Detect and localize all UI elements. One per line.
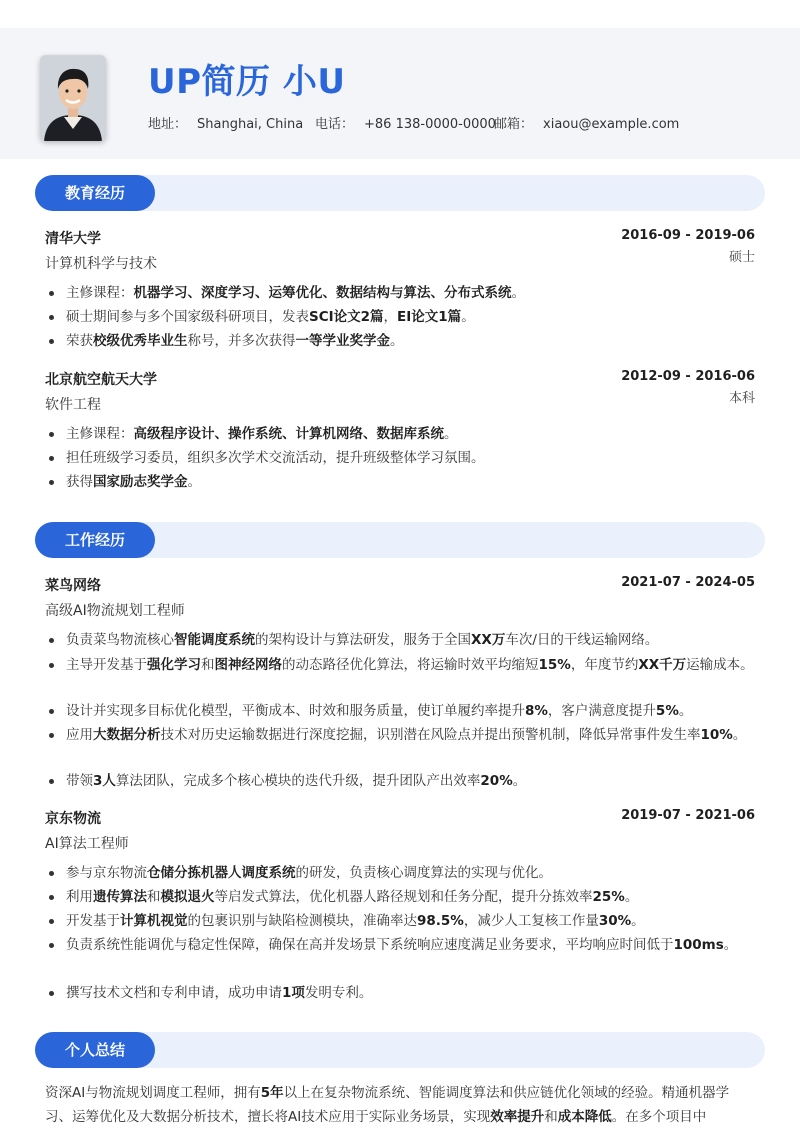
list-item: 带领3人算法团队，完成多个核心模块的迭代升级，提升团队产出效率20%。 (66, 770, 756, 793)
section-education-header (35, 175, 765, 211)
company-name: 京东物流 (45, 811, 101, 827)
major: 计算机科学与技术 (45, 256, 157, 272)
candidate-name: UP简历 小U (148, 62, 346, 102)
section-title: 工作经历 (35, 522, 155, 558)
list-item: 主导开发基于强化学习和图神经网络的动态路径优化算法，将运输时效平均缩短15%，年度节约XX千万运输成本。 (66, 654, 756, 677)
date-range: 2021-07 - 2024-05 (621, 575, 755, 590)
list-item: 应用大数据分析技术对历史运输数据进行深度挖掘，识别潜在风险点并提出预警机制，降低异常事件发生率10%。 (66, 724, 756, 747)
date-range: 2016-09 - 2019-06 (621, 228, 755, 243)
school-name: 北京航空航天大学 (45, 372, 157, 388)
profile-photo (40, 55, 106, 141)
section-summary-header (35, 1032, 765, 1068)
address-value: Shanghai, China (197, 117, 304, 132)
avatar-portrait-icon (40, 55, 106, 141)
list-item: 负责系统性能调优与稳定性保障，确保在高并发场景下系统响应速度满足业务要求，平均响应时间低于100ms。 (66, 934, 756, 957)
date-range: 2019-07 - 2021-06 (621, 808, 755, 823)
phone-label: 电话： (315, 117, 355, 132)
list-item: 参与京东物流仓储分拣机器人调度系统的研发，负责核心调度算法的实现与优化。 (66, 862, 756, 885)
address-item (148, 113, 303, 132)
list-item: 设计并实现多目标优化模型，平衡成本、时效和服务质量，使订单履约率提升8%，客户满意度提升5%。 (66, 700, 756, 723)
list-item: 利用遗传算法和模拟退火等启发式算法，优化机器人路径规划和任务分配，提升分拣效率25%。 (66, 886, 756, 909)
email-label: 邮箱： (494, 117, 534, 132)
list-item: 硕士期间参与多个国家级科研项目，发表SCI论文2篇，EI论文1篇。 (66, 306, 756, 329)
summary-text: 资深AI与物流规划调度工程师，拥有5年以上在复杂物流系统、智能调度算法和供应链优化领域的经验。精通机器学习、运筹优化及大数据分析技术，擅长将AI技术应用于实际业务场景，实现效率提升和成本降低。在多个项目中 (45, 1085, 730, 1125)
section-title: 个人总结 (35, 1032, 155, 1068)
list-item: 负责菜鸟物流核心智能调度系统的架构设计与算法研发，服务于全国XX万车次/日的干线运输网络。 (66, 629, 756, 652)
phone-item (315, 113, 496, 132)
school-name: 清华大学 (45, 231, 101, 247)
degree: 硕士 (728, 250, 755, 265)
date-range: 2012-09 - 2016-06 (621, 369, 755, 384)
profile-header (0, 28, 800, 159)
list-item: 主修课程：高级程序设计、操作系统、计算机网络、数据库系统。 (66, 423, 756, 446)
email-item (494, 113, 679, 132)
company-name: 菜鸟网络 (45, 578, 101, 594)
list-item: 担任班级学习委员，组织多次学术交流活动，提升班级整体学习氛围。 (66, 447, 756, 470)
job-role: AI算法工程师 (45, 836, 129, 852)
list-item: 荣获校级优秀毕业生称号，并多次获得一等学业奖学金。 (66, 330, 756, 353)
list-item: 获得国家励志奖学金。 (66, 471, 756, 494)
section-title: 教育经历 (35, 175, 155, 211)
list-item: 开发基于计算机视觉的包裹识别与缺陷检测模块，准确率达98.5%，减少人工复核工作量30%。 (66, 910, 756, 933)
list-item: 主修课程：机器学习、深度学习、运筹优化、数据结构与算法、分布式系统。 (66, 282, 756, 305)
section-work-header (35, 522, 765, 558)
degree: 本科 (728, 391, 755, 406)
phone-value: +86 138-0000-0000 (364, 117, 496, 132)
address-label: 地址： (148, 117, 188, 132)
list-item: 撰写技术文档和专利申请，成功申请1项发明专利。 (66, 982, 756, 1005)
job-role: 高级AI物流规划工程师 (45, 603, 185, 619)
major: 软件工程 (45, 397, 101, 413)
email-value[interactable]: xiaou@example.com (543, 117, 680, 132)
